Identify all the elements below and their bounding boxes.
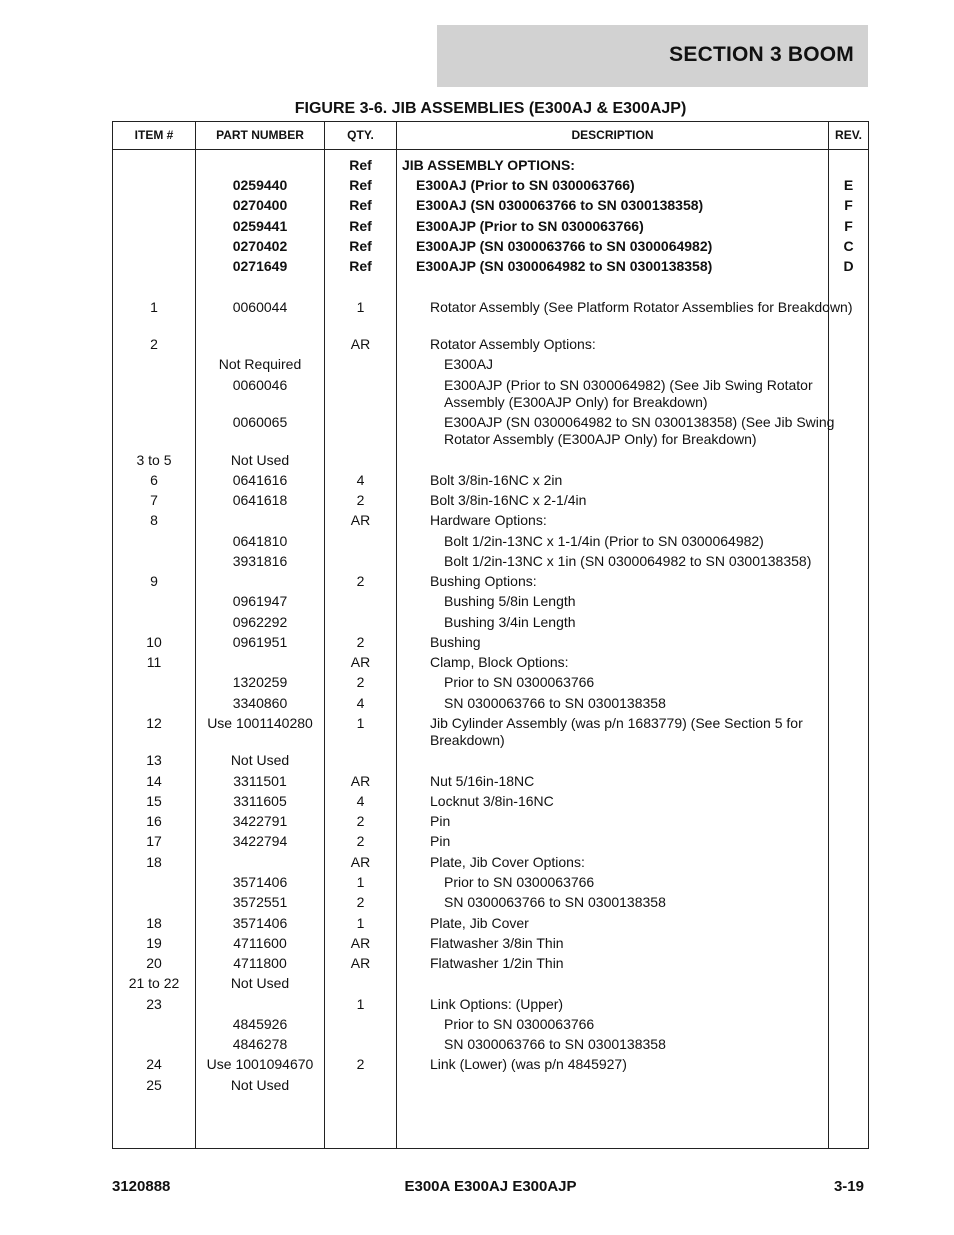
cell-qty: 2: [356, 634, 365, 650]
cell-qty: 4: [356, 472, 365, 488]
cell-rev: C: [843, 238, 854, 254]
cell-part-number: 0259440: [232, 177, 288, 193]
cell-qty: AR: [350, 336, 371, 352]
cell-qty: Ref: [349, 197, 372, 213]
cell-part-number: Not Used: [230, 452, 290, 468]
header-divider: [113, 149, 868, 150]
cell-item-number: 1: [150, 299, 158, 315]
cell-rev: D: [843, 258, 854, 274]
cell-rev: E: [843, 177, 854, 193]
cell-description: Bushing 3/4in Length: [444, 614, 576, 630]
cell-description: Prior to SN 0300063766: [444, 674, 595, 690]
footer-models: E300A E300AJ E300AJP: [404, 1178, 577, 1195]
cell-part-number: 0641618: [232, 492, 288, 508]
cell-qty: Ref: [349, 177, 372, 193]
section-title: SECTION 3 BOOM: [669, 43, 854, 66]
cell-description: SN 0300063766 to SN 0300138358: [444, 695, 666, 711]
cell-item-number: 11: [146, 654, 162, 670]
cell-description: Rotator Assembly (See Platform Rotator Assemblies for Breakdown): [430, 299, 853, 315]
cell-part-number: 0060044: [232, 299, 288, 315]
cell-description: Prior to SN 0300063766: [444, 1016, 595, 1032]
cell-description: E300AJ (Prior to SN 0300063766): [416, 177, 635, 193]
cell-part-number: 4711600: [233, 935, 287, 951]
cell-part-number: 0961951: [232, 634, 288, 650]
cell-qty: 1: [356, 874, 365, 890]
cell-part-number: 3571406: [232, 915, 288, 931]
cell-part-number: Not Used: [230, 1077, 290, 1093]
cell-qty: AR: [350, 955, 371, 971]
cell-qty: 2: [356, 813, 365, 829]
header-qty: QTY.: [347, 128, 374, 142]
cell-item-number: 20: [146, 955, 162, 971]
cell-description: Rotator Assembly Options:: [430, 336, 596, 352]
cell-part-number: Use 1001140280: [207, 715, 313, 731]
cell-item-number: 21 to 22: [128, 975, 180, 991]
cell-item-number: 24: [146, 1056, 162, 1072]
cell-part-number: 4846278: [232, 1036, 288, 1052]
cell-description: Nut 5/16in-18NC: [430, 773, 535, 789]
cell-description: Pin: [430, 833, 451, 849]
cell-qty: AR: [350, 773, 371, 789]
cell-qty: 2: [356, 833, 365, 849]
cell-description: E300AJP (Prior to SN 0300063766): [416, 218, 644, 234]
cell-qty: 2: [356, 1056, 365, 1072]
cell-description: Bushing Options:: [430, 573, 537, 589]
header-part-number: PART NUMBER: [216, 128, 304, 142]
cell-description: Prior to SN 0300063766: [444, 874, 595, 890]
cell-rev: F: [844, 197, 853, 213]
cell-part-number: 3311605: [233, 793, 287, 809]
cell-qty: 2: [356, 492, 365, 508]
cell-description: Bolt 3/8in-16NC x 2-1/4in: [430, 492, 587, 508]
cell-part-number: 0060046: [232, 377, 288, 393]
cell-description: Flatwasher 1/2in Thin: [430, 955, 564, 971]
cell-description: Link Options: (Upper): [430, 996, 564, 1012]
cell-description: SN 0300063766 to SN 0300138358: [444, 894, 666, 910]
footer-doc-number: 3120888: [112, 1178, 171, 1195]
cell-part-number: Use 1001094670: [206, 1056, 314, 1072]
cell-description: Link (Lower) (was p/n 4845927): [430, 1056, 627, 1072]
cell-part-number: 0641810: [232, 533, 288, 549]
cell-description: E300AJ: [444, 356, 494, 372]
cell-item-number: 18: [146, 854, 162, 870]
cell-item-number: 16: [146, 813, 162, 829]
cell-item-number: 18: [146, 915, 162, 931]
cell-qty: 2: [356, 894, 365, 910]
cell-part-number: 4845926: [232, 1016, 288, 1032]
cell-part-number: Not Used: [230, 752, 290, 768]
cell-item-number: 13: [146, 752, 162, 768]
cell-description: JIB ASSEMBLY OPTIONS:: [402, 157, 575, 173]
cell-item-number: 25: [146, 1077, 162, 1093]
header-item: ITEM #: [134, 128, 174, 142]
cell-part-number: 3340860: [232, 695, 288, 711]
cell-qty: AR: [350, 654, 371, 670]
cell-part-number: 3422791: [232, 813, 288, 829]
cell-part-number: 0259441: [232, 218, 288, 234]
cell-item-number: 10: [146, 634, 162, 650]
cell-qty: Ref: [349, 157, 372, 173]
figure-title: FIGURE 3-6. JIB ASSEMBLIES (E300AJ & E300AJP): [294, 100, 687, 117]
cell-description: Bolt 3/8in-16NC x 2in: [430, 472, 563, 488]
cell-description: Hardware Options:: [430, 512, 547, 528]
cell-description: Flatwasher 3/8in Thin: [430, 935, 564, 951]
cell-item-number: 23: [146, 996, 162, 1012]
cell-qty: 2: [356, 573, 365, 589]
cell-qty: Ref: [349, 238, 372, 254]
cell-description: Bushing: [430, 634, 481, 650]
cell-description: Jib Cylinder Assembly (was p/n 1683779) (See Section 5 for Breakdown): [430, 715, 803, 748]
cell-item-number: 9: [150, 573, 158, 589]
cell-qty: 2: [356, 674, 365, 690]
cell-item-number: 2: [150, 336, 158, 352]
cell-part-number: 3311501: [233, 773, 287, 789]
cell-description: Plate, Jib Cover: [430, 915, 529, 931]
header-description: DESCRIPTION: [571, 128, 654, 142]
cell-part-number: 3422794: [232, 833, 288, 849]
cell-description: Pin: [430, 813, 451, 829]
cell-part-number: 4711800: [233, 955, 287, 971]
cell-description: Bolt 1/2in-13NC x 1-1/4in (Prior to SN 0300064982): [444, 533, 764, 549]
cell-part-number: 0270400: [232, 197, 288, 213]
cell-item-number: 14: [146, 773, 162, 789]
cell-part-number: 3571406: [232, 874, 288, 890]
cell-item-number: 8: [150, 512, 158, 528]
cell-description: E300AJ (SN 0300063766 to SN 0300138358): [416, 197, 704, 213]
cell-qty: Ref: [349, 258, 372, 274]
cell-part-number: Not Used: [230, 975, 290, 991]
cell-qty: 1: [356, 915, 365, 931]
cell-description: E300AJP (SN 0300064982 to SN 0300138358) (See Jib Swing Rotator Assembly (E300AJP Only) for Breakdown): [444, 414, 835, 447]
cell-item-number: 17: [146, 833, 162, 849]
cell-description: Locknut 3/8in-16NC: [430, 793, 554, 809]
cell-part-number: 1320259: [232, 674, 288, 690]
cell-part-number: 3572551: [232, 894, 288, 910]
cell-part-number: 3931816: [232, 553, 288, 569]
cell-item-number: 7: [150, 492, 158, 508]
cell-qty: 1: [356, 299, 365, 315]
cell-description: SN 0300063766 to SN 0300138358: [444, 1036, 666, 1052]
cell-rev: F: [844, 218, 853, 234]
cell-qty: 1: [356, 996, 365, 1012]
footer-page-number: 3-19: [833, 1178, 864, 1195]
cell-item-number: 19: [146, 935, 162, 951]
cell-description: Bushing 5/8in Length: [444, 593, 576, 609]
parts-table: [112, 121, 869, 1149]
cell-part-number: 0270402: [232, 238, 288, 254]
cell-item-number: 6: [150, 472, 158, 488]
cell-description: E300AJP (Prior to SN 0300064982) (See Jib Swing Rotator Assembly (E300AJP Only) for Breakdown): [444, 377, 813, 410]
cell-part-number: 0961947: [232, 593, 288, 609]
cell-part-number: 0962292: [232, 614, 288, 630]
cell-qty: AR: [350, 935, 371, 951]
cell-qty: AR: [350, 854, 371, 870]
cell-qty: 4: [356, 695, 365, 711]
cell-part-number: 0641616: [232, 472, 288, 488]
cell-item-number: 15: [146, 793, 162, 809]
cell-description: Clamp, Block Options:: [430, 654, 569, 670]
cell-description: Plate, Jib Cover Options:: [430, 854, 585, 870]
cell-item-number: 12: [146, 715, 162, 731]
cell-qty: AR: [350, 512, 371, 528]
cell-description: Bolt 1/2in-13NC x 1in (SN 0300064982 to SN 0300138358): [444, 553, 812, 569]
section-banner: [437, 25, 868, 87]
cell-part-number: 0060065: [232, 414, 288, 430]
cell-part-number: 0271649: [232, 258, 288, 274]
cell-item-number: 3 to 5: [136, 452, 172, 468]
cell-qty: 1: [356, 715, 365, 731]
cell-description: E300AJP (SN 0300063766 to SN 0300064982): [416, 238, 713, 254]
cell-description: E300AJP (SN 0300064982 to SN 0300138358): [416, 258, 713, 274]
header-rev: REV.: [835, 128, 862, 142]
cell-part-number: Not Required: [218, 356, 302, 372]
cell-qty: 4: [356, 793, 365, 809]
cell-qty: Ref: [349, 218, 372, 234]
